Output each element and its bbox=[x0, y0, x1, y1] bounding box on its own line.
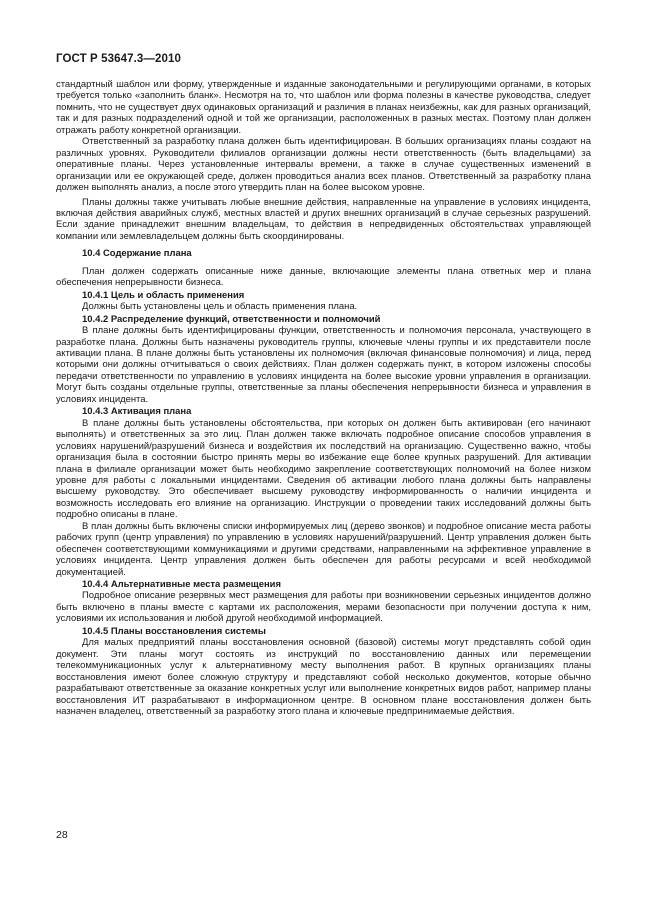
subsection-heading-10-4-4: 10.4.4 Альтернативные места размещения bbox=[82, 579, 281, 591]
paragraph: Для малых предприятий планы восстановления основной (базовой) системы могут представлять собой один документ. Эти планы могут состоять из инструкций по восстановлению данных или перемещении телекоммуникационных услуг к альтернативному месту выполнения работ. В крупных организациях планы восстановления имеют более сложную структуру и представляют собой несколько документов, которые обычно разрабатывают ответственные за оказание конкретных услуг или выполнение конкретных видов работ, например планы восстановления ИТ разрабатывают в информационном центре. В основном плане восстановления должен быть назначен владелец, ответственный за разработку этого плана и ключевые предпринимаемые действия. bbox=[56, 637, 591, 718]
paragraph: Должны быть установлены цель и область применения плана. bbox=[82, 301, 358, 313]
paragraph: В план должны быть включены списки информируемых лиц (дерево звонков) и подробное описание места работы рабочих групп (центр управления) по управлению в условиях нарушений/разрушений. Центр управления должен быть обеспечен соответствующими коммуникациями и другими средствами, направленными на эффективное управление в условиях инцидента. Центр управления должен быть обеспечен для работы ресурсами и всей необходимой документацией. bbox=[56, 520, 591, 578]
subsection-heading-10-4-2: 10.4.2 Распределение функций, ответственности и полномочий bbox=[82, 313, 381, 325]
section-heading-10-4: 10.4 Содержание плана bbox=[82, 248, 192, 260]
subsection-heading-10-4-3: 10.4.3 Активация плана bbox=[82, 406, 192, 418]
document-body bbox=[56, 79, 591, 717]
subsection-heading-10-4-1: 10.4.1 Цель и область применения bbox=[82, 289, 245, 301]
page-number: 28 bbox=[56, 829, 68, 841]
subsection-heading-10-4-5: 10.4.5 Планы восстановления системы bbox=[82, 625, 266, 637]
paragraph: План должен содержать описанные ниже данные, включающие элементы плана ответных мер и плана обеспечения непрерывности бизнеса. bbox=[56, 265, 591, 289]
paragraph: Ответственный за разработку плана должен быть идентифицирован. В больших организациях планы создают на различных уровнях. Руководители филиалов организации должны нести ответственность (быть владельцами) за оперативные планы. Через установленные интервалы времени, а также в случае существенных изменений в организации или ее окружающей среде, должен проводиться анализ всех планов. Ответственный за разработку плана должен выполнять анализ, а после этого утвердить план на более высоком уровне. bbox=[56, 136, 591, 194]
document-header: ГОСТ Р 53647.3—2010 bbox=[56, 53, 181, 65]
paragraph: В плане должны быть идентифицированы функции, ответственность и полномочия персонала, участвующего в разработке плана. Должны быть назначены руководитель группы, ключевые члены группы и их представители после активации плана. В плане должны быть установлены их полномочия (включая финансовые полномочия) и лица, перед которыми они должны отчитываться о своих действиях. План должен содержать пункт, в котором изложены способы передачи ответственности по управлению в условиях инцидента на более высокие уровни управления в организации. Могут быть созданы отдельные группы, ответственные за планы обеспечения непрерывности бизнеса и управления в условиях инцидента. bbox=[56, 325, 591, 405]
paragraph: В плане должны быть установлены обстоятельства, при которых он должен быть активирован (его начинают выполнять) и ответственных за это лиц. План должен также включать подробное описание способов управления в условиях нарушений/разрушений бизнеса и воздействия их последствий на организацию. Существенно важно, чтобы организация была в состоянии быстро принять меры во избежание еще более крупных разрушений. Для активации плана в филиале организации может быть необходимо закрепление соответствующих полномочий на более низком уровне для работы с локальными инцидентами. Сведения об активации любого плана должны быть направлены высшему руководству. Это обеспечивает высшему руководству информированность о наличии инцидента и возможность исследовать его влияние на организацию. Инструкции о проведении таких исследований должны быть подробно описаны в плане. bbox=[56, 417, 591, 521]
paragraph: Подробное описание резервных мест размещения для работы при возникновении серьезных инцидентов должно быть включено в планы вместе с картами их расположения, мерами безопасности при получении доступа к ним, условиями их использования и любой другой необходимой информацией. bbox=[56, 590, 591, 625]
paragraph: Планы должны также учитывать любые внешние действия, направленные на управление в условиях инцидента, включая действия аварийных служб, местных властей и других внешних организаций в случае серьезных разрушений. Если здание принадлежит внешним владельцам, то действия в непредвиденных обстоятельствах управляющей компании или землевладельцем должны быть скоординированы. bbox=[56, 196, 591, 242]
paragraph: стандартный шаблон или форму, утвержденные и изданные законодательными и регулирующими органами, в которых требуется только «заполнить бланк». Несмотря на то, что шаблон или форма полезны в качестве руководства, следует помнить, что не существует двух одинаковых организаций и различия в планах неизбежны, как для разных организаций, так и для разных подразделений одной и той же организации, расположенных в разных местах. Поэтому план должен отражать работу конкретной организации. bbox=[56, 79, 591, 136]
